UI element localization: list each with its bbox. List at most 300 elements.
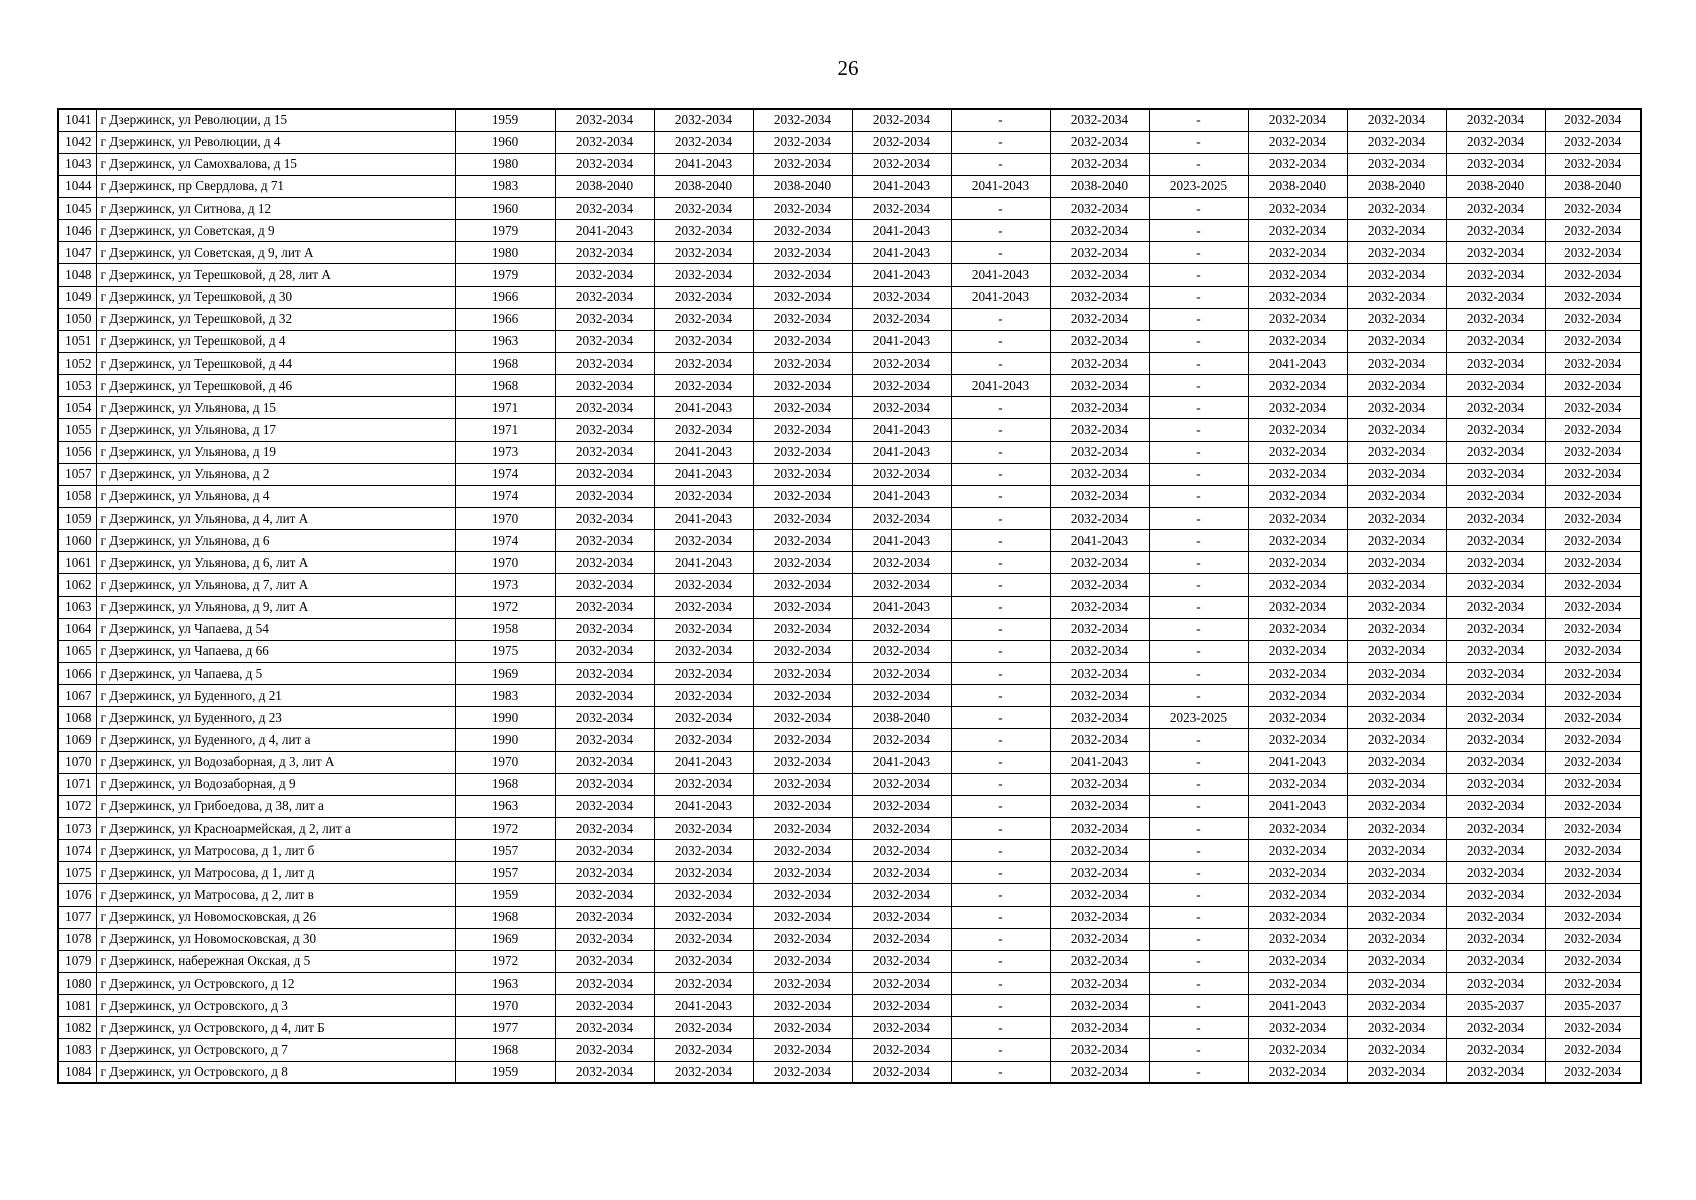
year-cell: 1980 bbox=[455, 242, 555, 264]
period-cell: 2041-2043 bbox=[852, 419, 951, 441]
period-cell: 2032-2034 bbox=[852, 685, 951, 707]
period-cell: 2032-2034 bbox=[1248, 707, 1347, 729]
table-row bbox=[58, 131, 1641, 153]
period-cell: 2032-2034 bbox=[1248, 508, 1347, 530]
address-cell: г Дзержинск, ул Чапаева, д 5 bbox=[96, 663, 455, 685]
period-cell: 2032-2034 bbox=[1545, 640, 1641, 662]
period-cell: 2032-2034 bbox=[1446, 153, 1545, 175]
period-cell: 2032-2034 bbox=[555, 463, 654, 485]
period-cell: 2032-2034 bbox=[1545, 530, 1641, 552]
address-cell: г Дзержинск, ул Революции, д 4 bbox=[96, 131, 455, 153]
period-cell: 2032-2034 bbox=[1248, 1039, 1347, 1061]
period-cell: 2032-2034 bbox=[1446, 950, 1545, 972]
period-cell: - bbox=[951, 618, 1050, 640]
row-number-cell: 1067 bbox=[58, 685, 96, 707]
period-cell: 2041-2043 bbox=[852, 330, 951, 352]
period-cell: 2038-2040 bbox=[654, 175, 753, 197]
period-cell: 2032-2034 bbox=[1248, 153, 1347, 175]
period-cell: 2032-2034 bbox=[852, 995, 951, 1017]
period-cell: 2032-2034 bbox=[1050, 640, 1149, 662]
table-row bbox=[58, 552, 1641, 574]
table-body bbox=[58, 109, 1641, 1083]
period-cell: - bbox=[1149, 950, 1248, 972]
period-cell: 2032-2034 bbox=[852, 552, 951, 574]
period-cell: 2032-2034 bbox=[1545, 109, 1641, 131]
period-cell: 2032-2034 bbox=[1545, 729, 1641, 751]
period-cell: 2032-2034 bbox=[852, 463, 951, 485]
year-cell: 1966 bbox=[455, 308, 555, 330]
period-cell: 2032-2034 bbox=[555, 330, 654, 352]
row-number-cell: 1059 bbox=[58, 508, 96, 530]
period-cell: 2032-2034 bbox=[852, 131, 951, 153]
period-cell: 2032-2034 bbox=[1248, 463, 1347, 485]
period-cell: 2032-2034 bbox=[654, 818, 753, 840]
period-cell: 2032-2034 bbox=[1446, 928, 1545, 950]
period-cell: 2032-2034 bbox=[1545, 972, 1641, 994]
period-cell: - bbox=[1149, 308, 1248, 330]
period-cell: - bbox=[1149, 685, 1248, 707]
period-cell: 2041-2043 bbox=[951, 375, 1050, 397]
period-cell: - bbox=[1149, 862, 1248, 884]
address-cell: г Дзержинск, ул Революции, д 15 bbox=[96, 109, 455, 131]
period-cell: 2032-2034 bbox=[555, 574, 654, 596]
period-cell: 2032-2034 bbox=[654, 972, 753, 994]
period-cell: 2032-2034 bbox=[1050, 264, 1149, 286]
address-cell: г Дзержинск, ул Ульянова, д 15 bbox=[96, 397, 455, 419]
period-cell: 2041-2043 bbox=[654, 441, 753, 463]
period-cell: 2032-2034 bbox=[555, 729, 654, 751]
period-cell: 2032-2034 bbox=[555, 242, 654, 264]
period-cell: 2032-2034 bbox=[1347, 308, 1446, 330]
period-cell: 2032-2034 bbox=[753, 950, 852, 972]
period-cell: 2032-2034 bbox=[1545, 950, 1641, 972]
period-cell: - bbox=[951, 131, 1050, 153]
period-cell: 2032-2034 bbox=[1545, 485, 1641, 507]
year-cell: 1979 bbox=[455, 220, 555, 242]
year-cell: 1959 bbox=[455, 1061, 555, 1083]
period-cell: 2032-2034 bbox=[555, 131, 654, 153]
period-cell: 2032-2034 bbox=[753, 995, 852, 1017]
row-number-cell: 1082 bbox=[58, 1017, 96, 1039]
period-cell: 2032-2034 bbox=[753, 508, 852, 530]
period-cell: - bbox=[951, 330, 1050, 352]
period-cell: 2032-2034 bbox=[1050, 884, 1149, 906]
period-cell: 2032-2034 bbox=[1446, 198, 1545, 220]
period-cell: 2041-2043 bbox=[852, 530, 951, 552]
row-number-cell: 1054 bbox=[58, 397, 96, 419]
period-cell: - bbox=[1149, 264, 1248, 286]
period-cell: 2032-2034 bbox=[1446, 884, 1545, 906]
year-cell: 1960 bbox=[455, 198, 555, 220]
period-cell: - bbox=[951, 1017, 1050, 1039]
period-cell: 2032-2034 bbox=[1545, 264, 1641, 286]
period-cell: 2032-2034 bbox=[1446, 574, 1545, 596]
period-cell: 2032-2034 bbox=[1248, 375, 1347, 397]
table-row bbox=[58, 198, 1641, 220]
period-cell: - bbox=[951, 663, 1050, 685]
year-cell: 1968 bbox=[455, 773, 555, 795]
address-cell: г Дзержинск, ул Грибоедова, д 38, лит а bbox=[96, 795, 455, 817]
period-cell: - bbox=[951, 574, 1050, 596]
period-cell: 2032-2034 bbox=[852, 1061, 951, 1083]
year-cell: 1972 bbox=[455, 818, 555, 840]
year-cell: 1963 bbox=[455, 330, 555, 352]
period-cell: 2032-2034 bbox=[1347, 441, 1446, 463]
period-cell: 2032-2034 bbox=[555, 773, 654, 795]
period-cell: 2032-2034 bbox=[1248, 308, 1347, 330]
period-cell: 2032-2034 bbox=[1545, 508, 1641, 530]
period-cell: 2032-2034 bbox=[1347, 995, 1446, 1017]
period-cell: - bbox=[1149, 840, 1248, 862]
period-cell: 2032-2034 bbox=[1347, 596, 1446, 618]
year-cell: 1975 bbox=[455, 640, 555, 662]
table-row bbox=[58, 264, 1641, 286]
year-cell: 1963 bbox=[455, 795, 555, 817]
period-cell: 2032-2034 bbox=[852, 508, 951, 530]
period-cell: 2032-2034 bbox=[1347, 707, 1446, 729]
table-row bbox=[58, 508, 1641, 530]
period-cell: 2032-2034 bbox=[753, 308, 852, 330]
period-cell: 2032-2034 bbox=[1248, 840, 1347, 862]
period-cell: 2032-2034 bbox=[555, 109, 654, 131]
row-number-cell: 1043 bbox=[58, 153, 96, 175]
period-cell: 2032-2034 bbox=[1545, 552, 1641, 574]
year-cell: 1957 bbox=[455, 840, 555, 862]
period-cell: - bbox=[951, 508, 1050, 530]
row-number-cell: 1081 bbox=[58, 995, 96, 1017]
period-cell: - bbox=[951, 552, 1050, 574]
period-cell: 2032-2034 bbox=[1050, 485, 1149, 507]
row-number-cell: 1055 bbox=[58, 419, 96, 441]
address-cell: г Дзержинск, ул Терешковой, д 46 bbox=[96, 375, 455, 397]
period-cell: 2032-2034 bbox=[1050, 773, 1149, 795]
period-cell: 2032-2034 bbox=[654, 286, 753, 308]
period-cell: 2032-2034 bbox=[1446, 773, 1545, 795]
period-cell: 2032-2034 bbox=[1248, 131, 1347, 153]
address-cell: г Дзержинск, ул Буденного, д 4, лит а bbox=[96, 729, 455, 751]
table-row bbox=[58, 485, 1641, 507]
period-cell: 2032-2034 bbox=[1347, 884, 1446, 906]
period-cell: 2032-2034 bbox=[753, 109, 852, 131]
year-cell: 1958 bbox=[455, 618, 555, 640]
period-cell: - bbox=[951, 685, 1050, 707]
period-cell: 2035-2037 bbox=[1446, 995, 1545, 1017]
table-row bbox=[58, 729, 1641, 751]
period-cell: 2032-2034 bbox=[1347, 153, 1446, 175]
period-cell: - bbox=[1149, 220, 1248, 242]
year-cell: 1990 bbox=[455, 729, 555, 751]
year-cell: 1968 bbox=[455, 1039, 555, 1061]
period-cell: 2032-2034 bbox=[1545, 375, 1641, 397]
table-row bbox=[58, 862, 1641, 884]
period-cell: 2032-2034 bbox=[555, 596, 654, 618]
period-cell: 2032-2034 bbox=[654, 640, 753, 662]
period-cell: 2032-2034 bbox=[555, 441, 654, 463]
period-cell: 2032-2034 bbox=[555, 353, 654, 375]
address-cell: г Дзержинск, ул Ульянова, д 4, лит А bbox=[96, 508, 455, 530]
period-cell: 2032-2034 bbox=[1545, 618, 1641, 640]
address-cell: г Дзержинск, пр Свердлова, д 71 bbox=[96, 175, 455, 197]
period-cell: 2032-2034 bbox=[1248, 330, 1347, 352]
period-cell: 2032-2034 bbox=[1545, 242, 1641, 264]
address-cell: г Дзержинск, ул Островского, д 4, лит Б bbox=[96, 1017, 455, 1039]
period-cell: 2032-2034 bbox=[1545, 397, 1641, 419]
period-cell: 2032-2034 bbox=[1446, 685, 1545, 707]
period-cell: 2032-2034 bbox=[654, 220, 753, 242]
period-cell: 2032-2034 bbox=[1050, 685, 1149, 707]
period-cell: 2032-2034 bbox=[852, 884, 951, 906]
period-cell: 2032-2034 bbox=[753, 751, 852, 773]
period-cell: 2032-2034 bbox=[1545, 1061, 1641, 1083]
row-number-cell: 1075 bbox=[58, 862, 96, 884]
period-cell: 2032-2034 bbox=[1347, 242, 1446, 264]
period-cell: - bbox=[951, 419, 1050, 441]
period-cell: 2032-2034 bbox=[753, 131, 852, 153]
period-cell: 2032-2034 bbox=[1347, 950, 1446, 972]
period-cell: 2032-2034 bbox=[753, 419, 852, 441]
row-number-cell: 1050 bbox=[58, 308, 96, 330]
table-row bbox=[58, 530, 1641, 552]
period-cell: 2038-2040 bbox=[1347, 175, 1446, 197]
row-number-cell: 1083 bbox=[58, 1039, 96, 1061]
period-cell: 2032-2034 bbox=[852, 353, 951, 375]
period-cell: 2032-2034 bbox=[1050, 618, 1149, 640]
period-cell: 2032-2034 bbox=[1050, 308, 1149, 330]
period-cell: 2032-2034 bbox=[555, 308, 654, 330]
year-cell: 1974 bbox=[455, 463, 555, 485]
address-cell: г Дзержинск, ул Островского, д 3 bbox=[96, 995, 455, 1017]
period-cell: - bbox=[1149, 818, 1248, 840]
period-cell: 2032-2034 bbox=[1446, 1061, 1545, 1083]
period-cell: 2032-2034 bbox=[753, 1039, 852, 1061]
period-cell: 2032-2034 bbox=[1545, 308, 1641, 330]
period-cell: 2032-2034 bbox=[1446, 508, 1545, 530]
period-cell: - bbox=[951, 906, 1050, 928]
row-number-cell: 1071 bbox=[58, 773, 96, 795]
period-cell: 2032-2034 bbox=[654, 530, 753, 552]
period-cell: 2032-2034 bbox=[1545, 818, 1641, 840]
table-row bbox=[58, 1061, 1641, 1083]
period-cell: - bbox=[951, 198, 1050, 220]
period-cell: 2032-2034 bbox=[1446, 1039, 1545, 1061]
row-number-cell: 1046 bbox=[58, 220, 96, 242]
period-cell: 2032-2034 bbox=[555, 419, 654, 441]
period-cell: 2038-2040 bbox=[852, 707, 951, 729]
table-row bbox=[58, 286, 1641, 308]
period-cell: 2032-2034 bbox=[1347, 375, 1446, 397]
period-cell: 2032-2034 bbox=[555, 840, 654, 862]
period-cell: 2032-2034 bbox=[1248, 485, 1347, 507]
period-cell: - bbox=[951, 463, 1050, 485]
period-cell: - bbox=[951, 1061, 1050, 1083]
period-cell: 2032-2034 bbox=[1248, 198, 1347, 220]
period-cell: 2032-2034 bbox=[1050, 109, 1149, 131]
year-cell: 1979 bbox=[455, 264, 555, 286]
period-cell: 2032-2034 bbox=[1050, 596, 1149, 618]
period-cell: 2032-2034 bbox=[852, 574, 951, 596]
period-cell: 2032-2034 bbox=[1050, 463, 1149, 485]
period-cell: - bbox=[951, 242, 1050, 264]
period-cell: 2023-2025 bbox=[1149, 707, 1248, 729]
period-cell: 2032-2034 bbox=[1347, 1017, 1446, 1039]
period-cell: 2032-2034 bbox=[1347, 840, 1446, 862]
address-cell: г Дзержинск, ул Ульянова, д 9, лит А bbox=[96, 596, 455, 618]
address-cell: г Дзержинск, ул Новомосковская, д 26 bbox=[96, 906, 455, 928]
period-cell: 2032-2034 bbox=[654, 773, 753, 795]
period-cell: 2041-2043 bbox=[1248, 751, 1347, 773]
period-cell: 2032-2034 bbox=[555, 972, 654, 994]
table-row bbox=[58, 308, 1641, 330]
year-cell: 1977 bbox=[455, 1017, 555, 1039]
period-cell: - bbox=[951, 353, 1050, 375]
period-cell: 2032-2034 bbox=[555, 508, 654, 530]
address-cell: г Дзержинск, ул Ульянова, д 17 bbox=[96, 419, 455, 441]
period-cell: 2032-2034 bbox=[1248, 640, 1347, 662]
period-cell: 2041-2043 bbox=[1050, 751, 1149, 773]
period-cell: - bbox=[951, 862, 1050, 884]
period-cell: 2032-2034 bbox=[1050, 1061, 1149, 1083]
period-cell: 2032-2034 bbox=[1446, 485, 1545, 507]
address-cell: г Дзержинск, ул Чапаева, д 54 bbox=[96, 618, 455, 640]
period-cell: - bbox=[951, 972, 1050, 994]
period-cell: 2041-2043 bbox=[852, 175, 951, 197]
table-row bbox=[58, 375, 1641, 397]
address-cell: г Дзержинск, ул Буденного, д 21 bbox=[96, 685, 455, 707]
period-cell: 2032-2034 bbox=[654, 330, 753, 352]
period-cell: 2032-2034 bbox=[654, 906, 753, 928]
period-cell: 2032-2034 bbox=[1446, 419, 1545, 441]
period-cell: 2032-2034 bbox=[852, 950, 951, 972]
period-cell: 2032-2034 bbox=[1446, 618, 1545, 640]
period-cell: 2032-2034 bbox=[1248, 264, 1347, 286]
period-cell: - bbox=[951, 818, 1050, 840]
year-cell: 1972 bbox=[455, 950, 555, 972]
period-cell: 2032-2034 bbox=[753, 618, 852, 640]
period-cell: 2032-2034 bbox=[1050, 242, 1149, 264]
period-cell: 2032-2034 bbox=[1050, 375, 1149, 397]
period-cell: 2032-2034 bbox=[654, 596, 753, 618]
row-number-cell: 1056 bbox=[58, 441, 96, 463]
period-cell: 2032-2034 bbox=[1050, 286, 1149, 308]
period-cell: 2032-2034 bbox=[1347, 751, 1446, 773]
period-cell: 2032-2034 bbox=[1050, 508, 1149, 530]
period-cell: 2032-2034 bbox=[852, 840, 951, 862]
period-cell: 2032-2034 bbox=[1545, 1017, 1641, 1039]
period-cell: 2032-2034 bbox=[1347, 353, 1446, 375]
period-cell: 2038-2040 bbox=[555, 175, 654, 197]
period-cell: 2032-2034 bbox=[1050, 707, 1149, 729]
period-cell: 2032-2034 bbox=[753, 485, 852, 507]
period-cell: 2032-2034 bbox=[753, 375, 852, 397]
period-cell: 2038-2040 bbox=[1446, 175, 1545, 197]
period-cell: 2032-2034 bbox=[1545, 928, 1641, 950]
table-row bbox=[58, 818, 1641, 840]
period-cell: 2032-2034 bbox=[555, 1017, 654, 1039]
address-cell: г Дзержинск, ул Самохвалова, д 15 bbox=[96, 153, 455, 175]
period-cell: 2032-2034 bbox=[1050, 906, 1149, 928]
row-number-cell: 1045 bbox=[58, 198, 96, 220]
period-cell: 2032-2034 bbox=[852, 397, 951, 419]
period-cell: 2032-2034 bbox=[654, 574, 753, 596]
table-row bbox=[58, 330, 1641, 352]
period-cell: 2032-2034 bbox=[1050, 950, 1149, 972]
address-cell: г Дзержинск, ул Островского, д 12 bbox=[96, 972, 455, 994]
year-cell: 1974 bbox=[455, 485, 555, 507]
period-cell: 2032-2034 bbox=[753, 463, 852, 485]
row-number-cell: 1080 bbox=[58, 972, 96, 994]
address-cell: г Дзержинск, ул Терешковой, д 30 bbox=[96, 286, 455, 308]
period-cell: 2041-2043 bbox=[852, 242, 951, 264]
period-cell: 2032-2034 bbox=[654, 729, 753, 751]
period-cell: 2032-2034 bbox=[1347, 1061, 1446, 1083]
period-cell: - bbox=[1149, 353, 1248, 375]
period-cell: - bbox=[1149, 441, 1248, 463]
address-cell: г Дзержинск, ул Ульянова, д 2 bbox=[96, 463, 455, 485]
period-cell: 2032-2034 bbox=[555, 818, 654, 840]
period-cell: 2032-2034 bbox=[1545, 596, 1641, 618]
period-cell: 2041-2043 bbox=[654, 463, 753, 485]
period-cell: 2041-2043 bbox=[852, 441, 951, 463]
address-cell: г Дзержинск, ул Матросова, д 1, лит б bbox=[96, 840, 455, 862]
period-cell: 2032-2034 bbox=[555, 663, 654, 685]
period-cell: 2032-2034 bbox=[1248, 1017, 1347, 1039]
period-cell: 2032-2034 bbox=[1050, 995, 1149, 1017]
period-cell: 2032-2034 bbox=[1545, 773, 1641, 795]
period-cell: 2032-2034 bbox=[555, 397, 654, 419]
table-row bbox=[58, 906, 1641, 928]
period-cell: 2032-2034 bbox=[753, 596, 852, 618]
row-number-cell: 1084 bbox=[58, 1061, 96, 1083]
period-cell: 2032-2034 bbox=[852, 153, 951, 175]
table-row bbox=[58, 175, 1641, 197]
period-cell: 2032-2034 bbox=[1050, 397, 1149, 419]
period-cell: 2038-2040 bbox=[753, 175, 852, 197]
period-cell: 2032-2034 bbox=[654, 1061, 753, 1083]
period-cell: - bbox=[1149, 508, 1248, 530]
period-cell: 2032-2034 bbox=[1248, 397, 1347, 419]
period-cell: - bbox=[1149, 751, 1248, 773]
period-cell: 2032-2034 bbox=[555, 950, 654, 972]
period-cell: 2032-2034 bbox=[1545, 220, 1641, 242]
period-cell: 2032-2034 bbox=[753, 353, 852, 375]
period-cell: - bbox=[1149, 330, 1248, 352]
period-cell: 2032-2034 bbox=[1050, 840, 1149, 862]
table-row bbox=[58, 1017, 1641, 1039]
period-cell: - bbox=[1149, 530, 1248, 552]
table-row bbox=[58, 109, 1641, 131]
period-cell: 2032-2034 bbox=[1545, 707, 1641, 729]
period-cell: 2032-2034 bbox=[1248, 574, 1347, 596]
period-cell: 2032-2034 bbox=[1446, 530, 1545, 552]
row-number-cell: 1047 bbox=[58, 242, 96, 264]
year-cell: 1957 bbox=[455, 862, 555, 884]
period-cell: 2032-2034 bbox=[1347, 729, 1446, 751]
period-cell: - bbox=[951, 751, 1050, 773]
table-row bbox=[58, 884, 1641, 906]
period-cell: 2032-2034 bbox=[1446, 972, 1545, 994]
period-cell: 2032-2034 bbox=[1248, 818, 1347, 840]
period-cell: 2032-2034 bbox=[1248, 663, 1347, 685]
period-cell: - bbox=[1149, 463, 1248, 485]
period-cell: 2032-2034 bbox=[1446, 1017, 1545, 1039]
period-cell: - bbox=[951, 530, 1050, 552]
period-cell: 2032-2034 bbox=[753, 242, 852, 264]
period-cell: 2032-2034 bbox=[1446, 906, 1545, 928]
period-cell: 2041-2043 bbox=[654, 153, 753, 175]
period-cell: 2032-2034 bbox=[555, 375, 654, 397]
table-row bbox=[58, 441, 1641, 463]
period-cell: 2032-2034 bbox=[1248, 729, 1347, 751]
